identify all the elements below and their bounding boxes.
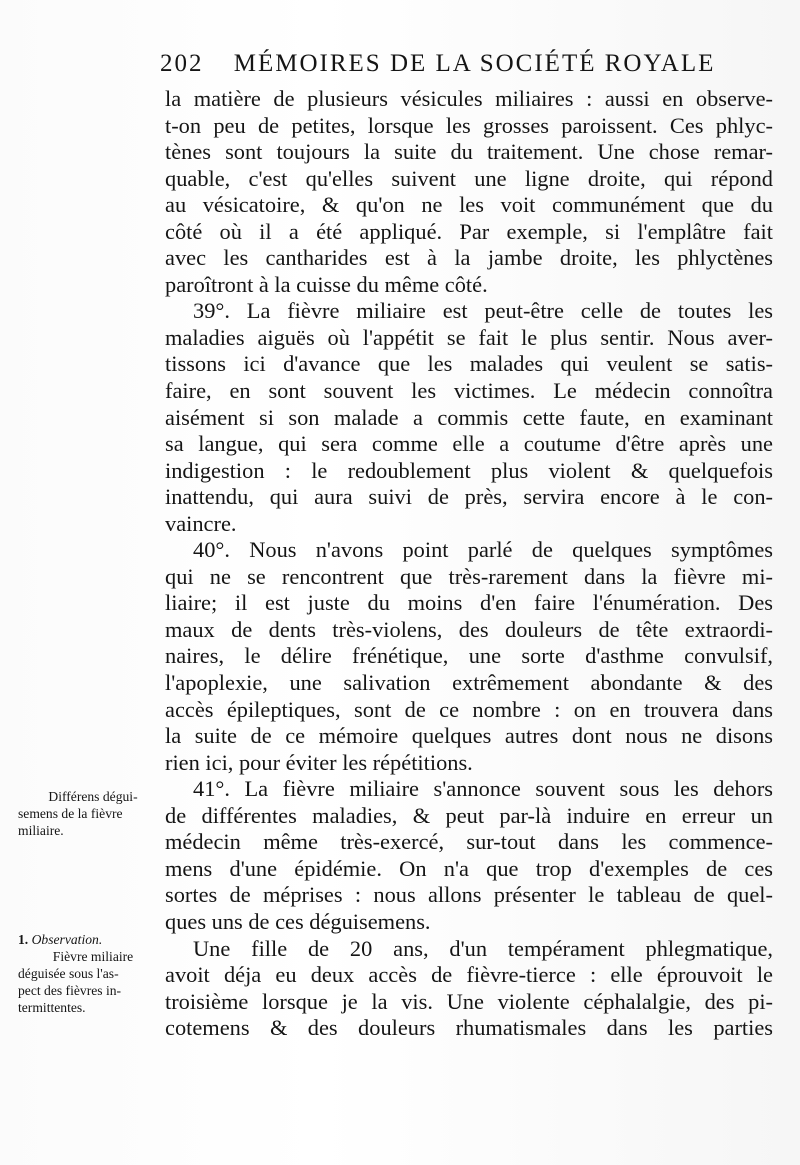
margin-gap xyxy=(18,839,168,931)
text-line: avec les cantharides est à la jambe droite, les phlyctènes xyxy=(165,245,773,271)
observation-heading xyxy=(18,931,168,948)
text-line: tissons ici d'avance que les malades qui veulent se satis- xyxy=(165,351,773,377)
text-line: quable, c'est qu'elles suivent une ligne droite, qui répond xyxy=(165,165,773,191)
text-line: la matière de plusieurs vésicules miliaires : aussi en observe- xyxy=(165,86,773,111)
page-number: 202 xyxy=(160,50,204,77)
text-line: paroîtront à la cuisse du même côté. xyxy=(165,271,488,297)
text-line: Une fille de 20 ans, d'un tempérament phlegmatique, xyxy=(193,935,773,961)
text-line: 41°. La fièvre miliaire s'annonce souvent sous les dehors xyxy=(193,776,773,802)
text-line: troisième lorsque je la vis. Une violente céphalalgie, des pi- xyxy=(165,988,773,1014)
text-line: cotemens & des douleurs rhumatismales dans les parties xyxy=(165,1015,773,1041)
margin-note-line: déguisée sous l'as- xyxy=(18,966,119,981)
running-head xyxy=(160,50,780,82)
text-line: inattendu, qui aura suivi de près, servira encore à le con- xyxy=(165,484,773,510)
text-line: naires, le délire frénétique, une sorte d'asthme convulsif, xyxy=(165,643,773,669)
text-line: avoit déja eu deux accès de fièvre-tierce : elle éprouvoit le xyxy=(165,962,773,988)
text-line: aisément si son malade a commis cette faute, en examinant xyxy=(165,404,773,430)
text-line: maladies aiguës où l'appétit se fait le plus sentir. Nous aver- xyxy=(165,324,773,350)
text-line: indigestion : le redoublement plus violent & quelquefois xyxy=(165,457,773,483)
text-line: côté où il a été appliqué. Par exemple, si l'emplâtre fait xyxy=(165,218,773,244)
margin-note-line: semens de la fièvre xyxy=(18,806,123,821)
margin-note-line: Fièvre miliaire xyxy=(52,949,134,964)
text-line: médecin même très-exercé, sur-tout dans les commence- xyxy=(165,829,773,855)
body-text xyxy=(165,86,773,1042)
text-line: l'apoplexie, une salivation extrêmement abondante & des xyxy=(165,670,773,696)
text-line: de différentes maladies, & peut par-là induire en erreur un xyxy=(165,802,773,828)
text-line: accès épileptiques, sont de ce nombre : on en trouvera dans xyxy=(165,696,773,722)
margin-notes xyxy=(18,788,168,1016)
margin-note-line: termittentes. xyxy=(18,1000,86,1015)
text-line: qui ne se rencontrent que très-rarement dans la fièvre mi- xyxy=(165,563,773,589)
text-line: t-on peu de petites, lorsque les grosses paroissent. Ces phlyc- xyxy=(165,112,773,138)
text-line: mens d'une épidémie. On n'a que trop d'exemples de ces xyxy=(165,855,773,881)
text-line: rien ici, pour éviter les répétitions. xyxy=(165,749,473,775)
text-line: maux de dents très-violens, des douleurs de tête extraordi- xyxy=(165,616,773,642)
text-line: au vésicatoire, & qu'on ne les voit communément que du xyxy=(165,192,773,218)
observation-number: 1. xyxy=(18,932,29,947)
margin-note-line: Différens dégui- xyxy=(48,789,138,804)
margin-note-line: pect des fièvres in- xyxy=(18,983,122,998)
text-line: liaire; il est juste du moins d'en faire l'énumération. Des xyxy=(165,590,773,616)
text-line: ques uns de ces déguisemens. xyxy=(165,908,431,934)
text-line: sortes de méprises : nous allons présenter le tableau de quel- xyxy=(165,882,773,908)
margin-note-line: miliaire. xyxy=(18,823,64,838)
text-line: la suite de ce mémoire quelques autres dont nous ne disons xyxy=(165,723,773,749)
observation-label: Observation. xyxy=(31,932,103,947)
text-line: 39°. La fièvre miliaire est peut-être celle de toutes les xyxy=(193,298,773,324)
text-line: sa langue, qui sera comme elle a coutume d'être après une xyxy=(165,431,773,457)
text-line: tènes sont toujours la suite du traitement. Une chose remar- xyxy=(165,139,773,165)
text-line: 40°. Nous n'avons point parlé de quelques symptômes xyxy=(193,537,773,563)
running-title: MÉMOIRES DE LA SOCIÉTÉ ROYALE xyxy=(233,50,716,77)
text-line: vaincre. xyxy=(165,510,237,536)
text-line: faire, en sont souvent les victimes. Le médecin connoîtra xyxy=(165,378,773,404)
